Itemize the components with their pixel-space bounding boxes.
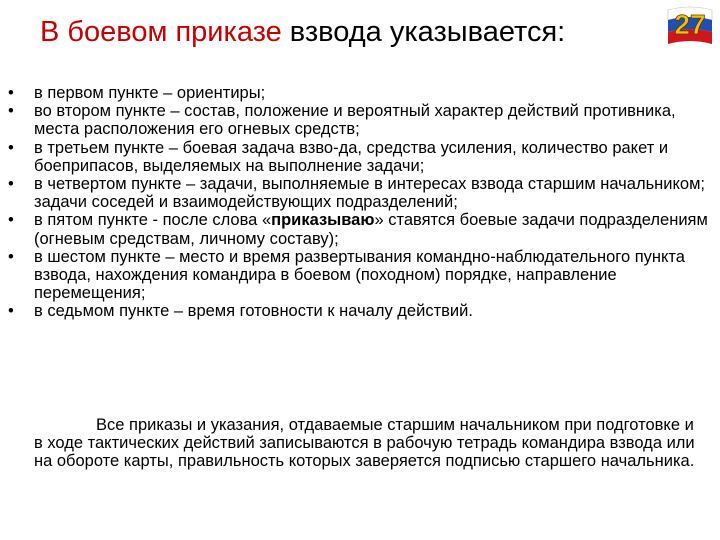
title-highlight: В боевом приказе xyxy=(40,16,282,48)
bold-keyword: приказываю xyxy=(271,211,375,230)
bullet-list xyxy=(8,84,708,321)
bullet-item: • в третьем пункте – боевая задача взво-да, средства усиления, количество ракет и боеприпасов, выделяемых на выполнение задачи; xyxy=(8,139,708,175)
bullet-text: » ставятся боевые задачи подразделениям (огневым средствам, личному составу); xyxy=(34,211,708,248)
bullet-item: • в четвертом пункте – задачи, выполняемые в интересах взвода старшим начальником; задачи соседей и взаимодействующих подразделений; xyxy=(8,175,708,211)
bullet-item: • в первом пункте – ориентиры; xyxy=(8,84,708,102)
bullet-text: в пятом пункте - после слова « xyxy=(34,211,272,230)
bullet-item: • в шестом пункте – место и время развертывания командно-наблюдательного пункта взвода, нахождения командира в боевом (походном) порядке, направление перемещения; xyxy=(8,248,708,303)
bullet-item xyxy=(8,211,708,247)
flag-number-badge xyxy=(664,4,716,48)
bullet-item: • в седьмом пункте – время готовности к началу действий. xyxy=(8,302,708,320)
slide-number: 27 xyxy=(674,9,706,40)
slide-title xyxy=(40,14,660,50)
title-rest: взвода указывается: xyxy=(281,16,566,48)
bullet-item: • во втором пункте – состав, положение и вероятный характер действий противника, места расположения его огневых средств; xyxy=(8,102,708,138)
note-paragraph: Все приказы и указания, отдаваемые старшим начальником при подготовке и в ходе тактических действий записываются в рабочую тетрадь командира взвода или на обороте карты, правильность которых заверяется подписью старшего начальника. xyxy=(34,416,695,471)
